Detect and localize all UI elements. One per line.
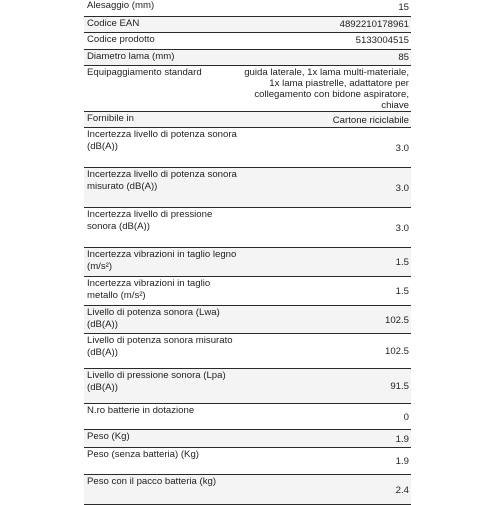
spec-label: Equipaggiamento standard — [84, 65, 239, 112]
spec-table-body — [84, 0, 411, 505]
spec-value: 1.9 — [239, 430, 411, 448]
spec-row — [84, 168, 411, 208]
spec-label: Incertezza vibrazioni in taglio legno (m/s²) — [84, 248, 239, 277]
spec-row — [84, 32, 411, 49]
spec-label: Livello di potenza sonora misurato (dB(A)) — [84, 334, 239, 369]
spec-row — [84, 369, 411, 404]
spec-row — [84, 404, 411, 430]
spec-row — [84, 0, 411, 16]
spec-label: Alesaggio (mm) — [84, 0, 239, 16]
spec-row — [84, 128, 411, 168]
spec-label: Incertezza vibrazioni in taglio metallo (m/s²) — [84, 277, 239, 306]
spec-value: 5133004515 — [239, 32, 411, 49]
spec-row — [84, 112, 411, 128]
spec-label: N.ro batterie in dotazione — [84, 404, 239, 430]
spec-label: Diametro lama (mm) — [84, 49, 239, 65]
spec-value: 3.0 — [239, 128, 411, 168]
spec-value: 0 — [239, 404, 411, 430]
spec-value: 102.5 — [239, 306, 411, 334]
spec-label: Codice prodotto — [84, 32, 239, 49]
spec-value: 1.9 — [239, 448, 411, 475]
spec-value: Cartone riciclabile — [239, 112, 411, 128]
spec-label: Peso con il pacco batteria (kg) — [84, 475, 239, 505]
spec-row — [84, 248, 411, 277]
spec-value: 3.0 — [239, 208, 411, 248]
spec-row — [84, 448, 411, 475]
spec-row — [84, 277, 411, 306]
spec-value: 4892210178961 — [239, 16, 411, 32]
spec-value: 3.0 — [239, 168, 411, 208]
spec-label: Incertezza livello di potenza sonora (dB(A)) — [84, 128, 239, 168]
spec-row — [84, 430, 411, 448]
spec-value: 85 — [239, 49, 411, 65]
spec-value: 2.4 — [239, 475, 411, 505]
spec-label: Codice EAN — [84, 16, 239, 32]
spec-value: 15 — [239, 0, 411, 16]
spec-label: Peso (senza batteria) (Kg) — [84, 448, 239, 475]
spec-row — [84, 49, 411, 65]
spec-row — [84, 475, 411, 505]
spec-row — [84, 306, 411, 334]
spec-row — [84, 16, 411, 32]
spec-value: guida laterale, 1x lama multi-materiale, 1x lama piastrelle, adattatore per collegamento con bidone aspiratore, chiave — [239, 65, 411, 112]
spec-row — [84, 65, 411, 112]
spec-label: Incertezza livello di pressione sonora (dB(A)) — [84, 208, 239, 248]
spec-row — [84, 208, 411, 248]
spec-label: Incertezza livello di potenza sonora misurato (dB(A)) — [84, 168, 239, 208]
spec-value: 102.5 — [239, 334, 411, 369]
spec-value: 1.5 — [239, 248, 411, 277]
spec-row — [84, 334, 411, 369]
spec-label: Fornibile in — [84, 112, 239, 128]
spec-label: Livello di pressione sonora (Lpa)(dB(A)) — [84, 369, 239, 404]
spec-table — [84, 0, 411, 505]
spec-label: Livello di potenza sonora (Lwa)(dB(A)) — [84, 306, 239, 334]
spec-value: 1.5 — [239, 277, 411, 306]
spec-value: 91.5 — [239, 369, 411, 404]
spec-label: Peso (Kg) — [84, 430, 239, 448]
